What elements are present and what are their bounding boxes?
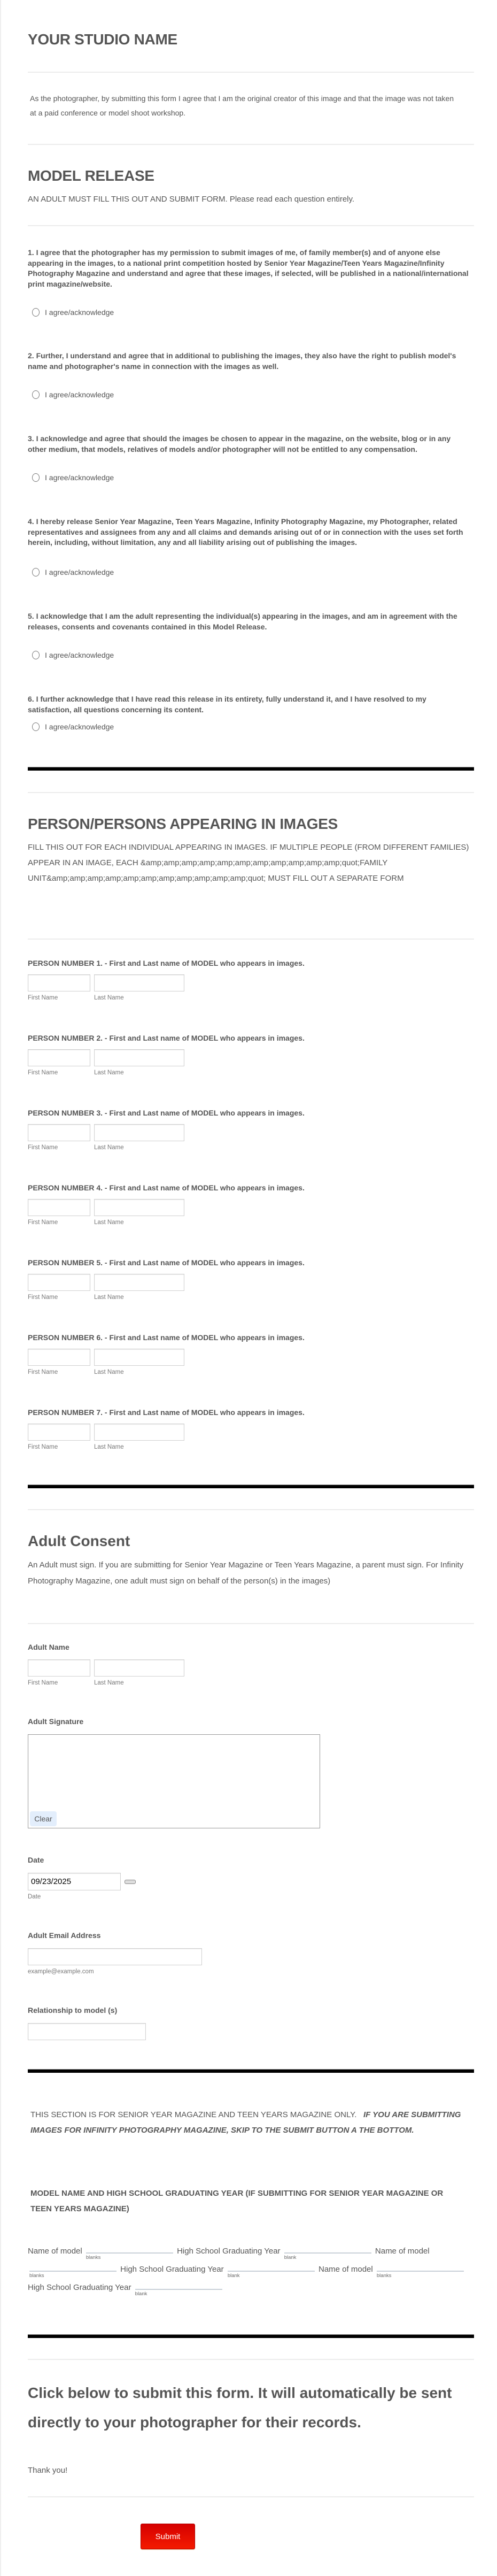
adult-consent-description: An Adult must sign. If you are submitting for Senior Year Magazine or Teen Years Magazine, a parent must sign. For Infinity Photography Magazine, one adult must sign on behalf of the person(s) in the images) — [28, 1560, 464, 1586]
release-question-3: 3. I acknowledge and agree that should the images be chosen to appear in the magazine, on the website, blog or in any other medium, that models, relatives of models and/or photographer will not be entitled to any compensation. — [28, 434, 451, 453]
release-question-6: 6. I further acknowledge that I have read this release in its entirety, fully understand it, and I have resolved to my satisfaction, all questions concerning its content. — [28, 695, 426, 714]
thank-you-text: Thank you! — [28, 2466, 68, 2475]
graduating-year-text: High School Graduating Year — [28, 2283, 131, 2292]
section-separator — [28, 1485, 474, 1488]
last-name-sublabel: Last Name — [94, 1444, 124, 1450]
email-sublabel: example@example.com — [28, 1968, 94, 1975]
name-of-model-text: Name of model — [28, 2247, 82, 2256]
senior-notice-text: THIS SECTION IS FOR SENIOR YEAR MAGAZINE AND TEEN YEARS MAGAZINE ONLY. — [30, 2110, 357, 2119]
model-release-title: MODEL RELEASE — [28, 167, 154, 184]
name-of-model-text: Name of model — [319, 2265, 373, 2274]
grad-year-blank-2[interactable] — [227, 2261, 315, 2279]
adult-first-name-input[interactable] — [28, 1659, 90, 1677]
person-label: PERSON NUMBER 1. - First and Last name of MODEL who appears in images. — [28, 959, 305, 967]
calendar-icon[interactable] — [125, 1880, 136, 1884]
person-2-first-name-input[interactable] — [28, 1049, 90, 1066]
person-3-first-name-input[interactable] — [28, 1124, 90, 1141]
agree-option-6[interactable] — [32, 722, 114, 731]
release-question-1: 1. I agree that the photographer has my permission to submit images of me, of family member(s) and of anyone else appearing in the images, to a national print competition hosted by Senior Year Magazine/Teen Years Magazine/Infinity Photography Magazine and understand and agree that these images, if selected, will be published in a national/international print magazine/website. — [28, 248, 469, 288]
model-name-blank-3[interactable] — [376, 2261, 464, 2279]
divider — [28, 792, 474, 793]
divider — [28, 2496, 474, 2497]
last-name-sublabel: Last Name — [94, 995, 124, 1001]
blank-note: blank — [227, 2273, 240, 2279]
adult-consent-title: Adult Consent — [28, 1533, 130, 1549]
last-name-sublabel: Last Name — [94, 1294, 124, 1301]
person-1-last-name-input[interactable] — [94, 974, 184, 991]
agree-option-1[interactable] — [32, 308, 114, 317]
person-label: PERSON NUMBER 4. - First and Last name of MODEL who appears in images. — [28, 1183, 305, 1192]
person-6-first-name-input[interactable] — [28, 1349, 90, 1366]
release-question-4: 4. I hereby release Senior Year Magazine, Teen Years Magazine, Infinity Photography Magazine, my Photographer, related representatives and assignees from any and all claims and demands arising out of or in connection with the uses set forth herein, including, without limitation, any and all liability arising out of publishing the images. — [28, 517, 463, 547]
person-5-first-name-input[interactable] — [28, 1274, 90, 1291]
radio-button-icon[interactable] — [32, 651, 40, 659]
last-name-sublabel: Last Name — [94, 1369, 124, 1375]
first-name-sublabel: First Name — [28, 1070, 58, 1076]
person-6-last-name-input[interactable] — [94, 1349, 184, 1366]
adult-last-name-input[interactable] — [94, 1659, 184, 1677]
person-5-last-name-input[interactable] — [94, 1274, 184, 1291]
grad-year-blank-3[interactable] — [135, 2279, 222, 2297]
date-input[interactable] — [28, 1873, 121, 1890]
agree-option-4[interactable] — [32, 568, 114, 576]
date-sublabel: Date — [28, 1894, 41, 1900]
first-name-sublabel: First Name — [28, 1219, 58, 1226]
agree-option-3[interactable] — [32, 473, 114, 482]
graduating-year-text: High School Graduating Year — [177, 2247, 281, 2256]
divider — [28, 225, 474, 226]
blank-note: blanks — [86, 2255, 101, 2260]
radio-button-icon[interactable] — [32, 722, 40, 731]
persons-title: PERSON/PERSONS APPEARING IN IMAGES — [28, 816, 338, 832]
radio-button-icon[interactable] — [32, 568, 40, 576]
relationship-label: Relationship to model (s) — [28, 2006, 118, 2014]
person-3-last-name-input[interactable] — [94, 1124, 184, 1141]
agree-label: I agree/acknowledge — [45, 308, 114, 317]
agree-label: I agree/acknowledge — [45, 473, 114, 482]
date-label: Date — [28, 1856, 44, 1864]
grad-year-blank-1[interactable] — [284, 2243, 371, 2260]
last-name-sublabel: Last Name — [94, 1070, 124, 1076]
first-name-sublabel: First Name — [28, 1144, 58, 1151]
submit-instructions-heading: Click below to submit this form. It will automatically be sent directly to your photographer for their records. — [28, 2385, 452, 2431]
agree-option-2[interactable] — [32, 390, 114, 399]
blank-note: blank — [284, 2255, 297, 2260]
person-1-first-name-input[interactable] — [28, 974, 90, 991]
person-4-first-name-input[interactable] — [28, 1199, 90, 1216]
submit-button[interactable]: Submit — [141, 2524, 195, 2549]
divider — [28, 2359, 474, 2360]
first-name-sublabel: First Name — [28, 1444, 58, 1450]
relationship-input[interactable] — [28, 2023, 146, 2040]
model-name-blank-2[interactable] — [29, 2261, 117, 2279]
section-separator — [28, 2334, 474, 2338]
release-question-2: 2. Further, I understand and agree that in additional to publishing the images, they also have the right to publish model's name and photographer's name in connection with the images as well. — [28, 351, 456, 371]
last-name-sublabel: Last Name — [94, 1144, 124, 1151]
person-label: PERSON NUMBER 5. - First and Last name of MODEL who appears in images. — [28, 1258, 305, 1267]
first-name-sublabel: First Name — [28, 1294, 58, 1301]
photographer-agreement-text: As the photographer, by submitting this form I agree that I am the original creator of this image and that the image was not taken at a paid conference or model shoot workshop. — [30, 94, 454, 117]
divider — [28, 1509, 474, 1510]
graduating-year-text: High School Graduating Year — [120, 2265, 224, 2274]
agree-label: I agree/acknowledge — [45, 651, 114, 659]
adult-signature-label: Adult Signature — [28, 1717, 84, 1726]
divider — [28, 72, 474, 73]
first-name-sublabel: First Name — [28, 1680, 58, 1686]
person-7-last-name-input[interactable] — [94, 1424, 184, 1441]
agree-label: I agree/acknowledge — [45, 568, 114, 576]
signature-pad[interactable] — [28, 1734, 320, 1828]
divider — [28, 1623, 474, 1624]
blank-note: blanks — [29, 2273, 44, 2279]
first-name-sublabel: First Name — [28, 995, 58, 1001]
agree-label: I agree/acknowledge — [45, 722, 114, 731]
senior-section-notice — [30, 2107, 471, 2138]
agree-option-5[interactable] — [32, 651, 114, 659]
section-separator — [28, 2069, 474, 2073]
person-7-first-name-input[interactable] — [28, 1424, 90, 1441]
senior-notice-emphasis: IF YOU ARE SUBMITTING IMAGES FOR INFINITY PHOTOGRAPHY MAGAZINE, SKIP TO THE SUBMIT BUTTON A THE BOTTOM. — [30, 2110, 461, 2135]
model-release-subtitle: AN ADULT MUST FILL THIS OUT AND SUBMIT FORM. Please read each question entirely. — [28, 195, 355, 204]
studio-title: YOUR STUDIO NAME — [28, 31, 177, 48]
blank-note: blanks — [376, 2273, 392, 2279]
person-2-last-name-input[interactable] — [94, 1049, 184, 1066]
email-input[interactable] — [28, 1948, 202, 1965]
radio-button-icon[interactable] — [32, 308, 40, 317]
blank-note: blank — [135, 2291, 147, 2297]
radio-button-icon[interactable] — [32, 473, 40, 482]
person-label: PERSON NUMBER 2. - First and Last name of MODEL who appears in images. — [28, 1034, 305, 1042]
last-name-sublabel: Last Name — [94, 1680, 124, 1686]
adult-name-label: Adult Name — [28, 1643, 69, 1651]
divider — [28, 939, 474, 940]
section-separator — [28, 767, 474, 771]
name-of-model-text: Name of model — [375, 2247, 430, 2256]
model-name-year-header: MODEL NAME AND HIGH SCHOOL GRADUATING YEAR (IF SUBMITTING FOR SENIOR YEAR MAGAZINE OR TEEN YEARS MAGAZINE) — [30, 2189, 444, 2213]
divider — [28, 144, 474, 145]
email-label: Adult Email Address — [28, 1931, 101, 1940]
clear-signature-button[interactable]: Clear — [30, 1811, 57, 1826]
person-label: PERSON NUMBER 6. - First and Last name of MODEL who appears in images. — [28, 1333, 305, 1342]
first-name-sublabel: First Name — [28, 1369, 58, 1375]
persons-description: FILL THIS OUT FOR EACH INDIVIDUAL APPEARING IN IMAGES. IF MULTIPLE PEOPLE (FROM DIFFERENT FAMILIES) APPEAR IN AN IMAGE, EACH &amp;amp;amp;amp;amp;amp;amp;amp;amp;amp;amp;quot;FAMILY UNIT&amp;amp;amp;amp;amp;amp;amp;amp;amp;amp;amp;quot; MUST FILL OUT A SEPARATE FORM — [28, 843, 469, 883]
model-name-blank-1[interactable] — [86, 2243, 173, 2260]
release-question-5: 5. I acknowledge that I am the adult representing the individual(s) appearing in the images, and am in agreement with the releases, consents and covenants contained in this Model Release. — [28, 612, 457, 631]
model-year-inline-form — [28, 2242, 471, 2297]
person-4-last-name-input[interactable] — [94, 1199, 184, 1216]
person-label: PERSON NUMBER 3. - First and Last name of MODEL who appears in images. — [28, 1109, 305, 1117]
radio-button-icon[interactable] — [32, 390, 40, 399]
person-label: PERSON NUMBER 7. - First and Last name of MODEL who appears in images. — [28, 1408, 305, 1417]
agree-label: I agree/acknowledge — [45, 390, 114, 399]
last-name-sublabel: Last Name — [94, 1219, 124, 1226]
